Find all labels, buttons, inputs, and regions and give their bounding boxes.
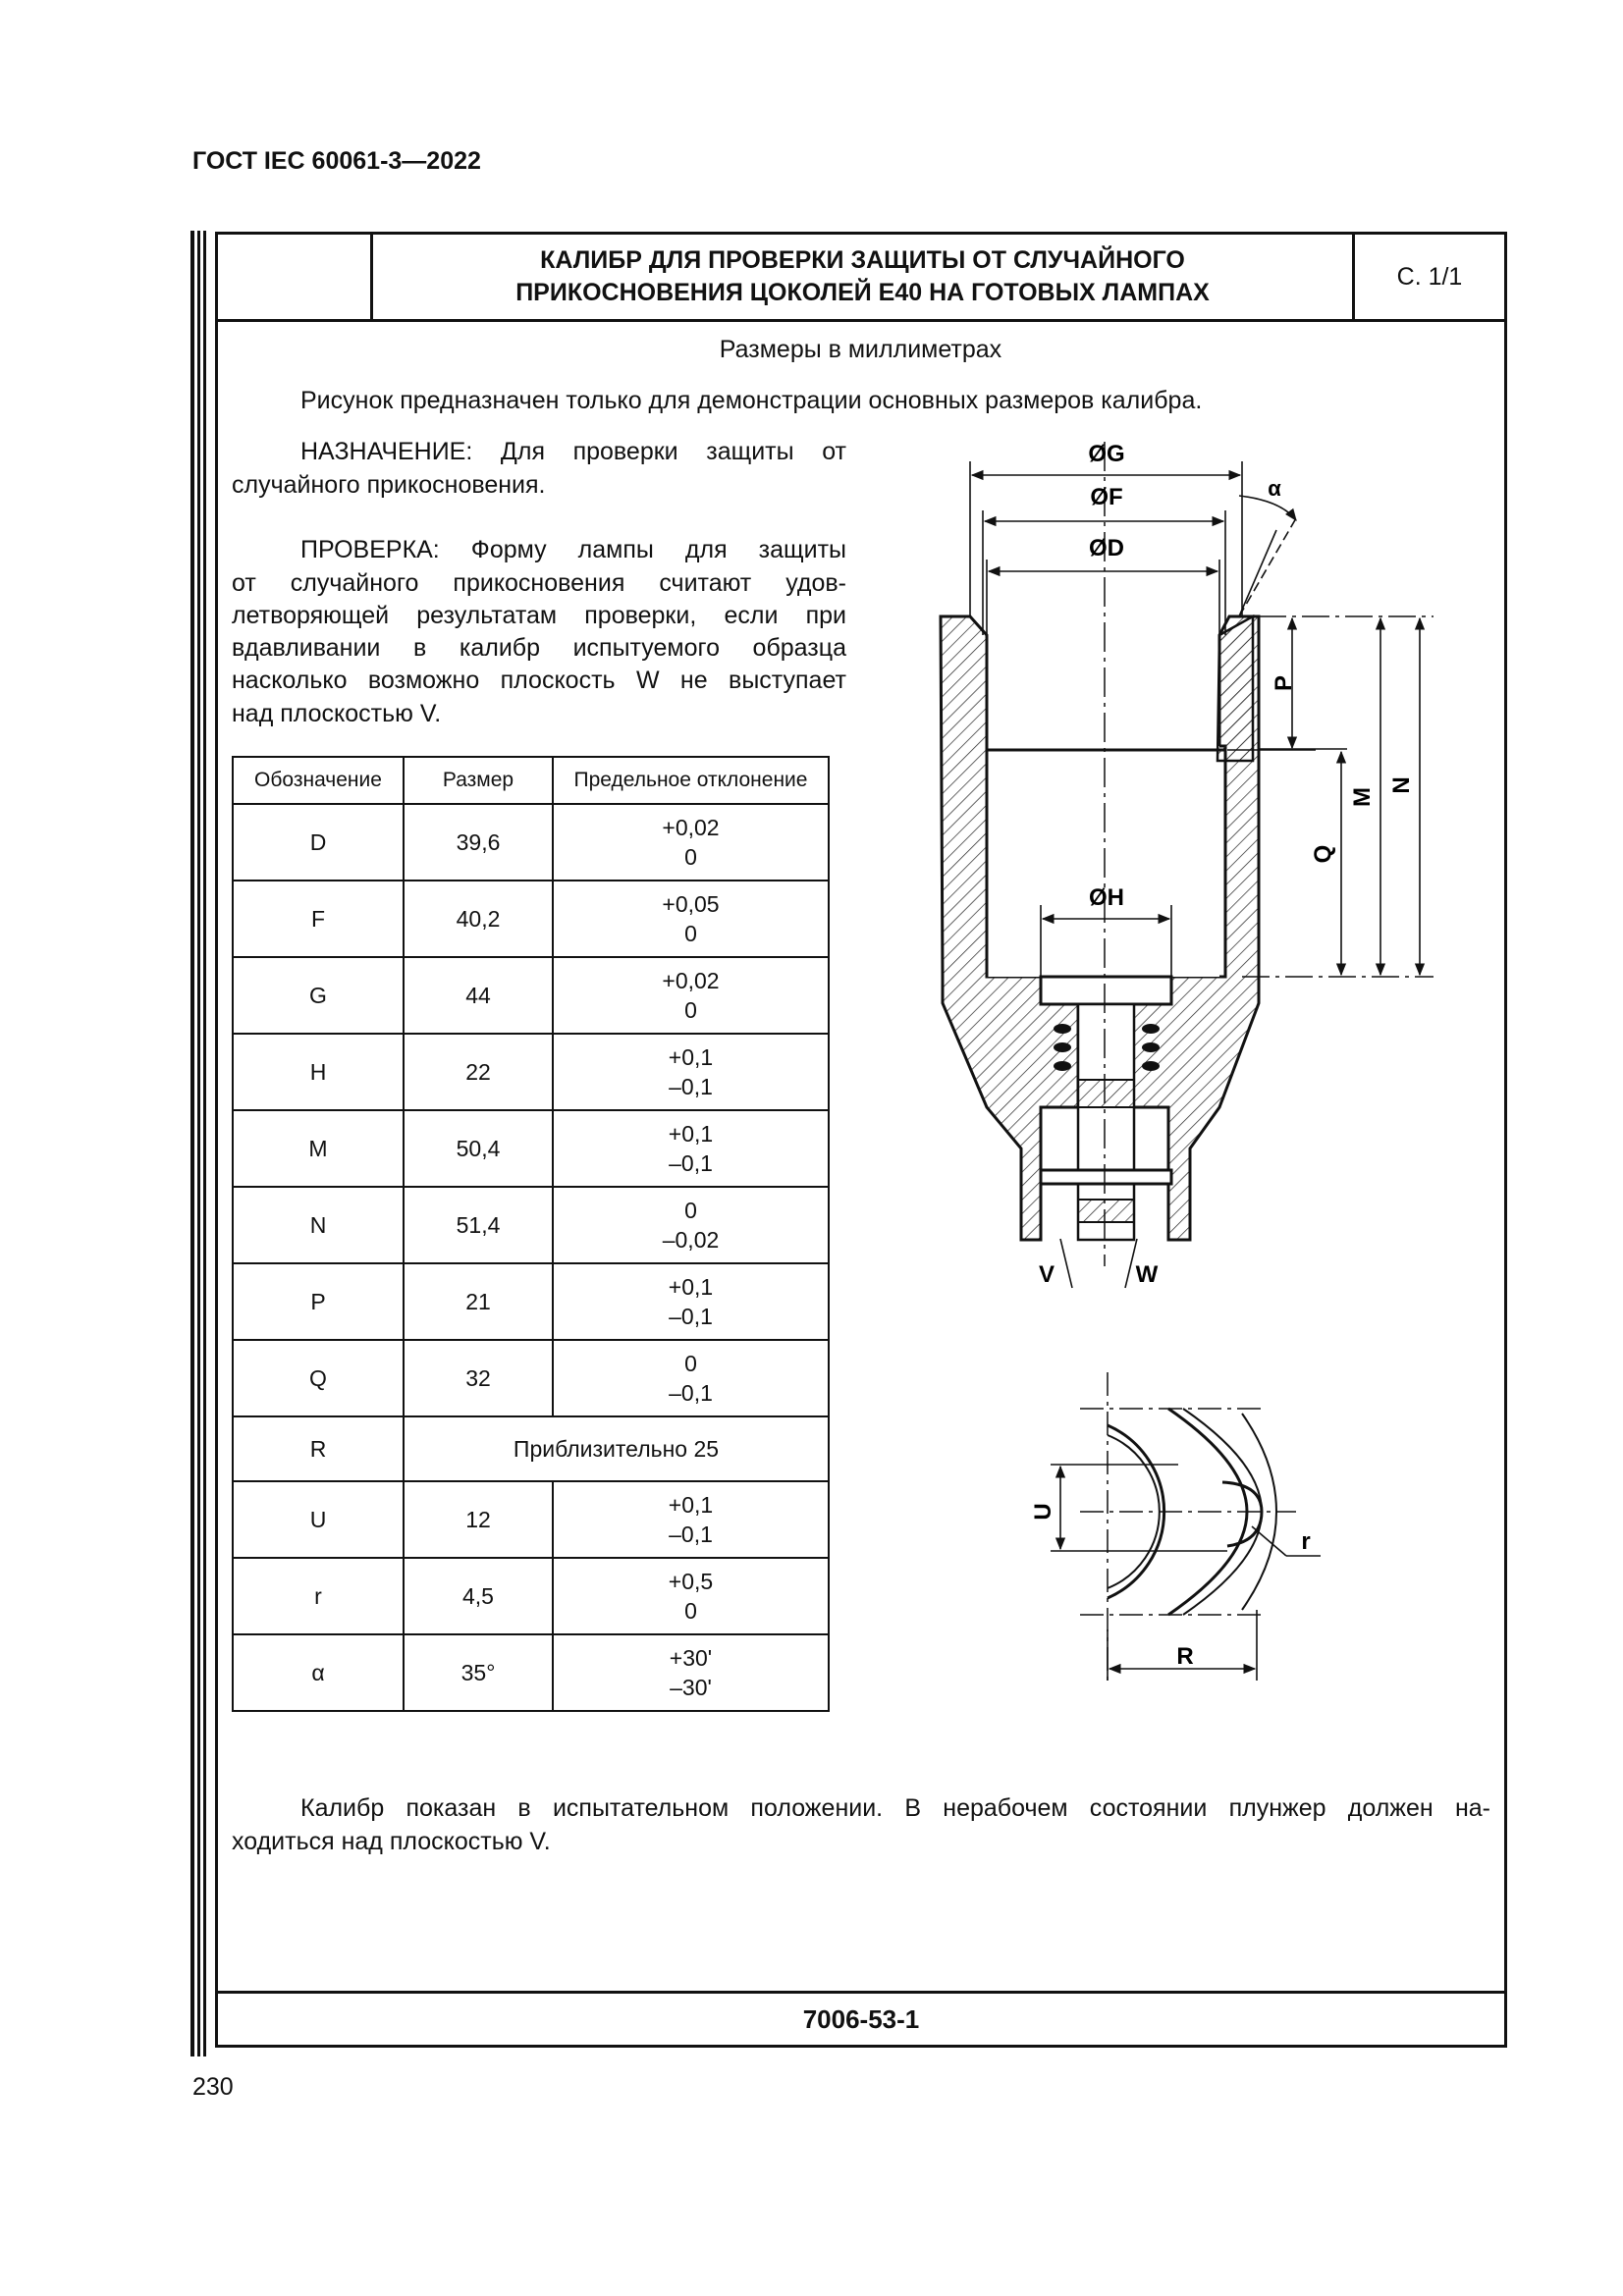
units-note: Размеры в миллиметрах (719, 336, 1002, 363)
cell-symbol: r (233, 1558, 404, 1634)
purpose-line: НАЗНАЧЕНИЕ: Для проверки защиты от (300, 438, 846, 465)
cell-size: 22 (404, 1034, 553, 1110)
header-deviation: Предельное отклонение (553, 757, 829, 804)
label-r-small: r (1301, 1528, 1311, 1555)
deviation-upper: 0 (684, 1351, 697, 1376)
sheet-title-line2: ПРИКОСНОВЕНИЯ ЦОКОЛЕЙ Е40 НА ГОТОВЫХ ЛАМПАХ (515, 279, 1210, 306)
label-alpha: α (1268, 476, 1281, 501)
cell-size: 32 (404, 1340, 553, 1416)
deviation-lower: –0,1 (669, 1150, 713, 1176)
deviation-lower: –0,1 (669, 1074, 713, 1099)
cell-symbol: α (233, 1634, 404, 1711)
cell-size: 35° (404, 1634, 553, 1711)
deviation-lower: 0 (684, 997, 697, 1023)
cell-size: 4,5 (404, 1558, 553, 1634)
label-h: ØH (1089, 884, 1124, 911)
upper-right-lip (1217, 616, 1253, 761)
deviation-lower: –0,02 (662, 1227, 720, 1253)
cell-size: 51,4 (404, 1187, 553, 1263)
label-f: ØF (1090, 484, 1123, 510)
standard-designation: ГОСТ IEC 60061-3—2022 (192, 147, 481, 175)
deviation-lower: –0,1 (669, 1522, 713, 1547)
cell-size: 40,2 (404, 881, 553, 957)
deviation-upper: +0,1 (668, 1044, 714, 1070)
deviation-upper: +0,5 (668, 1569, 714, 1594)
check-line: ПРОВЕРКА: Форму лампы для защиты (300, 536, 846, 563)
check-line: от случайного прикосновения считают удов- (232, 569, 846, 597)
cell-symbol: G (233, 957, 404, 1034)
cell-size: 12 (404, 1481, 553, 1558)
label-m: M (1349, 787, 1376, 807)
detail-view (1051, 1372, 1321, 1683)
cell-symbol: R (233, 1416, 404, 1481)
check-line: летворяющей результатам проверки, если при (232, 602, 846, 629)
plunger-inner-section (1078, 1080, 1134, 1107)
deviation-upper: +0,02 (662, 815, 720, 840)
cell-symbol: D (233, 804, 404, 881)
deviation-upper: +0,1 (668, 1274, 714, 1300)
cell-size: 50,4 (404, 1110, 553, 1187)
check-line: насколько возможно плоскость W не выступает (232, 667, 846, 694)
cell-symbol: P (233, 1263, 404, 1340)
purpose-line: случайного прикосновения. (232, 471, 546, 499)
plunger-head (1041, 977, 1171, 1004)
cell-symbol: U (233, 1481, 404, 1558)
cell-symbol: N (233, 1187, 404, 1263)
deviation-lower: –30' (670, 1675, 712, 1700)
deviation-upper: 0 (684, 1198, 697, 1223)
label-u: U (1030, 1503, 1056, 1521)
cell-size: 21 (404, 1263, 553, 1340)
deviation-lower: 0 (684, 844, 697, 870)
cell-size: 44 (404, 957, 553, 1034)
label-q: Q (1310, 844, 1336, 864)
deviation-upper: +0,05 (662, 891, 720, 917)
cell-symbol: Q (233, 1340, 404, 1416)
plunger-lower-section (1078, 1200, 1134, 1222)
header-size: Размер (404, 757, 553, 804)
deviation-lower: –0,1 (669, 1304, 713, 1329)
cell-approx: Приблизительно 25 (404, 1416, 829, 1481)
deviation-lower: 0 (684, 921, 697, 946)
deviation-lower: 0 (684, 1598, 697, 1624)
sheet-page-ref: С. 1/1 (1396, 262, 1463, 291)
note-line: Калибр показан в испытательном положении. В нерабочем состоянии плунжер должен на- (300, 1794, 1490, 1822)
label-w: W (1135, 1261, 1159, 1288)
label-n: N (1388, 776, 1415, 794)
label-g: ØG (1088, 441, 1125, 467)
label-d: ØD (1089, 535, 1124, 561)
bore-interior (987, 635, 1219, 977)
deviation-upper: +0,02 (662, 968, 720, 993)
label-v: V (1038, 1261, 1055, 1288)
cell-symbol: M (233, 1110, 404, 1187)
cell-symbol: F (233, 881, 404, 957)
deviation-upper: +30' (669, 1645, 713, 1671)
intro-text: Рисунок предназначен только для демонстрации основных размеров калибра. (300, 387, 1203, 414)
header-symbol: Обозначение (233, 757, 404, 804)
label-p: P (1271, 674, 1297, 692)
note-line: ходиться над плоскостью V. (232, 1828, 551, 1855)
plunger-collar (1041, 1170, 1171, 1184)
cell-symbol: H (233, 1034, 404, 1110)
sheet-title-line1: КАЛИБР ДЛЯ ПРОВЕРКИ ЗАЩИТЫ ОТ СЛУЧАЙНОГО (540, 246, 1185, 274)
deviation-upper: +0,1 (668, 1492, 714, 1518)
check-line: вдавливании в калибр испытуемого образца (232, 634, 846, 662)
sheet-code: 7006-53-1 (218, 1991, 1504, 2045)
check-line: над плоскостью V. (232, 700, 442, 727)
cell-size: 39,6 (404, 804, 553, 881)
label-r-large: R (1176, 1643, 1194, 1670)
page-number: 230 (192, 2073, 234, 2101)
deviation-lower: –0,1 (669, 1380, 713, 1406)
deviation-upper: +0,1 (668, 1121, 714, 1147)
